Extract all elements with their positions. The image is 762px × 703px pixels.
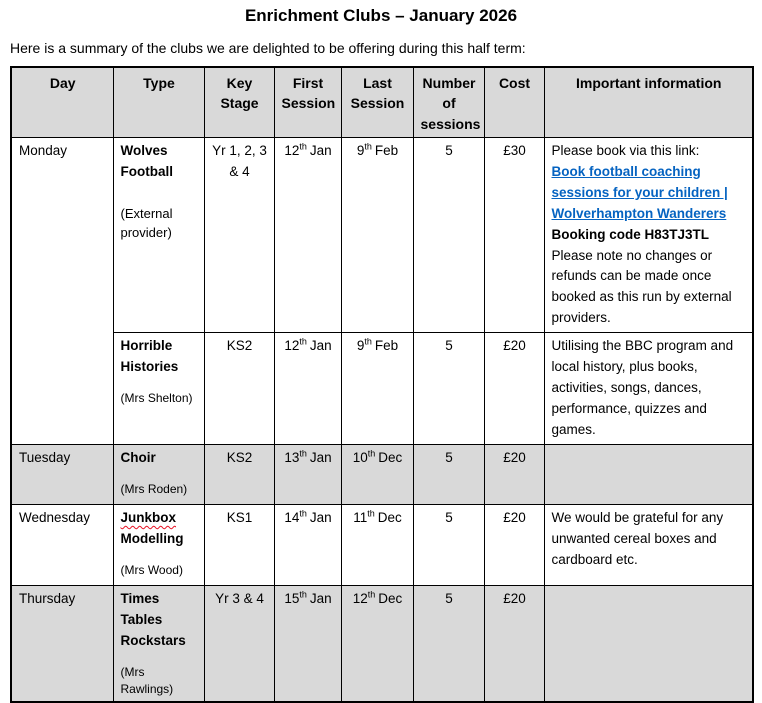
col-header-important-information: Important information (544, 67, 753, 137)
type-cell (113, 585, 204, 702)
key-stage-cell: Yr 1, 2, 3 & 4 (204, 137, 274, 332)
cost-cell: £20 (484, 444, 544, 504)
sessions-cell: 5 (413, 585, 484, 702)
col-header-day: Day (11, 67, 113, 137)
date-month: Jan (309, 509, 332, 525)
date-number: 9 (356, 338, 365, 354)
club-name-rest: Modelling (120, 530, 184, 546)
col-header-type: Type (113, 67, 204, 137)
info-text: Please note no changes or refunds can be made once booked as this run by external providers. (551, 247, 732, 326)
clubs-table (10, 66, 754, 703)
table-row-wolves-football (11, 137, 753, 332)
info-text: We would be grateful for any unwanted cereal boxes and cardboard etc. (551, 509, 724, 567)
col-header-first-session: First Session (274, 67, 341, 137)
date-month: Feb (374, 338, 399, 354)
date-number: 15 (284, 590, 300, 606)
col-header-last-session: Last Session (341, 67, 413, 137)
date-ordinal: th (364, 141, 372, 152)
last-session-cell (341, 504, 413, 585)
club-name (121, 508, 198, 550)
info-cell (544, 504, 753, 585)
club-name: Horrible Histories (120, 338, 179, 375)
sessions-cell: 5 (413, 333, 484, 445)
first-session-cell (274, 137, 341, 332)
date-month: Jan (309, 142, 332, 158)
last-session-cell (341, 585, 413, 702)
date-ordinal: th (299, 589, 307, 600)
club-name: Times Tables Rockstars (120, 590, 186, 648)
date-month: Jan (309, 590, 332, 606)
cost-cell: £30 (484, 137, 544, 332)
date-number: 13 (284, 449, 300, 465)
leader-note: (Mrs Wood) (120, 562, 183, 577)
last-session-cell (341, 444, 413, 504)
table-row-horrible-histories (11, 333, 753, 445)
cost-cell: £20 (484, 585, 544, 702)
date-number: 10 (352, 449, 368, 465)
info-cell-empty (544, 444, 753, 504)
key-stage-cell: KS2 (204, 444, 274, 504)
day-cell-tuesday: Tuesday (11, 444, 113, 504)
type-cell (113, 504, 204, 585)
date-month: Dec (378, 590, 403, 606)
info-cell (544, 137, 753, 332)
table-row-choir (11, 444, 753, 504)
sessions-cell: 5 (413, 444, 484, 504)
info-cell (544, 333, 753, 445)
date-ordinal: th (299, 336, 307, 347)
day-cell-monday: Monday (11, 137, 113, 444)
header-row (11, 67, 753, 137)
date-ordinal: th (367, 448, 376, 459)
club-name: Wolves Football (120, 142, 173, 179)
date-ordinal: th (299, 448, 307, 459)
first-session-cell (274, 504, 341, 585)
date-month: Jan (309, 449, 332, 465)
date-ordinal: th (299, 508, 307, 519)
date-month: Feb (374, 142, 399, 158)
key-stage-cell: KS1 (204, 504, 274, 585)
date-month: Dec (378, 449, 403, 465)
date-number: 9 (356, 142, 365, 158)
leader-note: (Mrs Roden) (120, 481, 188, 496)
club-name: Choir (120, 449, 156, 465)
type-cell (113, 444, 204, 504)
date-ordinal: th (299, 141, 307, 152)
date-month: Jan (309, 338, 332, 354)
day-cell-wednesday: Wednesday (11, 504, 113, 585)
type-cell (113, 137, 204, 332)
spellcheck-squiggle-word: Junkbox (120, 509, 177, 525)
last-session-cell (341, 333, 413, 445)
document-page (0, 6, 762, 703)
booking-code: Booking code H83TJ3TL (551, 226, 710, 242)
date-ordinal: th (367, 589, 376, 600)
type-cell (113, 333, 204, 445)
col-header-cost: Cost (484, 67, 544, 137)
info-text: Utilising the BBC program and local history, plus books, activities, songs, dances, performance, quizzes and games. (551, 338, 734, 437)
table-row-junkbox-modelling (11, 504, 753, 585)
provider-note: (External provider) (120, 205, 173, 240)
first-session-cell (274, 333, 341, 445)
first-session-cell (274, 444, 341, 504)
date-number: 11 (353, 509, 368, 525)
first-session-cell (274, 585, 341, 702)
date-month: Dec (377, 509, 402, 525)
sessions-cell: 5 (413, 137, 484, 332)
info-cell-empty (544, 585, 753, 702)
date-number: 14 (284, 509, 300, 525)
cost-cell: £20 (484, 504, 544, 585)
date-ordinal: th (364, 336, 372, 347)
date-ordinal: th (367, 508, 375, 519)
sessions-cell: 5 (413, 504, 484, 585)
last-session-cell (341, 137, 413, 332)
col-header-key-stage: Key Stage (204, 67, 274, 137)
leader-note: (Mrs Shelton) (120, 391, 193, 406)
intro-text: Here is a summary of the clubs we are delighted to be offering during this half term: (10, 40, 526, 56)
key-stage-cell: KS2 (204, 333, 274, 445)
page-title: Enrichment Clubs – January 2026 (244, 6, 518, 25)
day-cell-thursday: Thursday (11, 585, 113, 702)
table-row-times-tables-rockstars (11, 585, 753, 702)
cost-cell: £20 (484, 333, 544, 445)
info-text: Please book via this link: (551, 142, 700, 158)
date-number: 12 (284, 142, 300, 158)
date-number: 12 (352, 590, 368, 606)
booking-link[interactable]: Book football coaching sessions for your children | Wolverhampton Wanderers (551, 163, 728, 221)
leader-note: (Mrs Rawlings) (120, 664, 174, 696)
key-stage-cell: Yr 3 & 4 (204, 585, 274, 702)
info-link-line (552, 162, 747, 225)
date-number: 12 (284, 338, 300, 354)
col-header-number-of-sessions: Number of sessions (413, 67, 484, 137)
